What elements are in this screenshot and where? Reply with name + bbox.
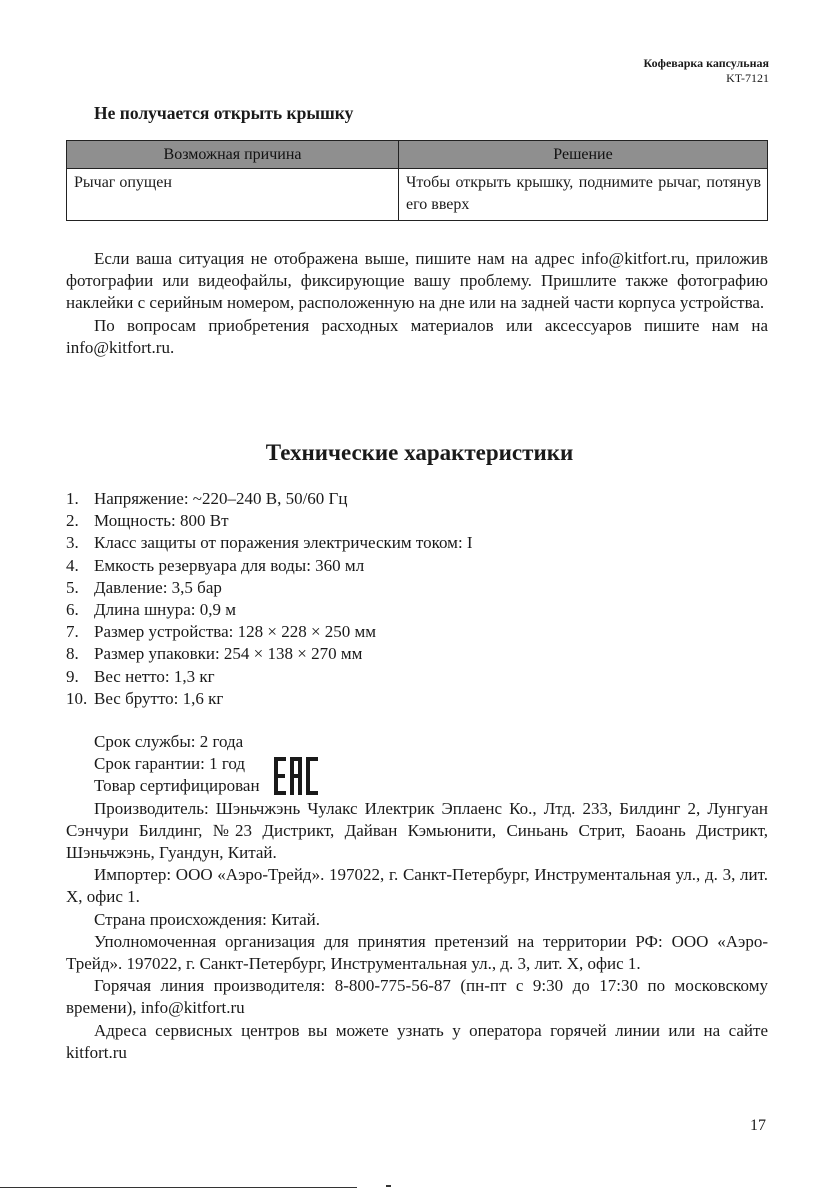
item-number: 7. <box>66 622 79 642</box>
troubleshooting-title: Не получается открыть крышку <box>94 103 354 123</box>
list-item <box>66 577 473 599</box>
footer-rule <box>0 1187 357 1188</box>
service-centers-info: Адреса сервисных центров вы можете узнать у оператора горячей линии или на сайте kitfort.ru <box>66 1020 768 1062</box>
item-text: Класс защиты от поражения электрическим током: I <box>94 533 473 553</box>
list-item <box>66 510 473 532</box>
header-model: KT-7121 <box>726 71 769 85</box>
list-item <box>66 555 473 577</box>
contact-paragraph: Если ваша ситуация не отображена выше, пишите нам на адрес info@kitfort.ru, приложив фотографии или видеофайлы, фиксирующие вашу проблему. Пришлите также фотографию наклейки с серийным номером, расположенную на дне или на задней части корпуса устройства. <box>66 249 768 313</box>
table-header-row <box>67 141 768 169</box>
list-item <box>66 643 473 665</box>
header-product: Кофеварка капсульная <box>643 56 769 70</box>
manufacturer-info: Производитель: Шэньчжэнь Чулакс Илектрик Эплаенс Ко., Лтд. 233, Билдинг 2, Лунгуан Сэнчури Билдинг, №23 Дистрикт, Дайван Кэмьюнити, Синьань Стрит, Баоань Дистрикт, Шэньчжэнь, Гуандун, Китай. <box>66 798 768 863</box>
item-text: Длина шнура: 0,9 м <box>94 600 237 620</box>
item-number: 3. <box>66 533 79 553</box>
item-text: Размер упаковки: 254 × 138 × 270 мм <box>94 644 363 664</box>
item-number: 4. <box>66 555 79 575</box>
item-text: Давление: 3,5 бар <box>94 577 222 597</box>
service-life: Срок службы: 2 года <box>94 732 244 751</box>
item-number: 5. <box>66 577 79 597</box>
list-item <box>66 599 473 621</box>
eac-icon <box>274 757 318 795</box>
list-item <box>66 666 473 688</box>
item-number: 1. <box>66 489 79 508</box>
country-of-origin: Страна происхождения: Китай. <box>94 909 321 929</box>
running-header <box>644 56 769 86</box>
list-item <box>66 532 473 554</box>
product-info-section <box>66 731 768 1064</box>
contact-section <box>66 248 768 359</box>
warranty-period: Срок гарантии: 1 год <box>94 754 246 774</box>
item-text: Размер устройства: 128 × 228 × 250 мм <box>94 622 377 642</box>
item-number: 10. <box>66 688 88 708</box>
hotline-info: Горячая линия производителя: 8-800-775-56-87 (пн-пт с 9:30 до 17:30 по московскому времени), info@kitfort.ru <box>66 976 768 1018</box>
column-header-cause: Возможная причина <box>67 141 399 169</box>
item-text: Напряжение: ~220–240 В, 50/60 Гц <box>94 489 348 508</box>
item-text: Вес нетто: 1,3 кг <box>94 666 215 686</box>
item-number: 2. <box>66 511 79 531</box>
item-number: 9. <box>66 666 79 686</box>
solution-cell: Чтобы открыть крышку, поднимите рычаг, потянув его вверх <box>399 169 768 221</box>
item-text: Емкость резервуара для воды: 360 мл <box>94 555 365 575</box>
specs-list <box>66 488 473 710</box>
item-text: Мощность: 800 Вт <box>94 511 229 531</box>
importer-info: Импортер: ООО «Аэро-Трейд». 197022, г. Санкт-Петербург, Инструментальная ул., д. 3, лит. Х, офис 1. <box>66 865 768 907</box>
item-number: 6. <box>66 600 79 620</box>
certification-line <box>66 775 768 797</box>
column-header-solution: Решение <box>399 141 768 169</box>
cause-cell: Рычаг опущен <box>67 169 399 221</box>
specs-title: Технические характеристики <box>265 440 574 465</box>
list-item <box>66 688 473 710</box>
item-number: 8. <box>66 644 79 664</box>
certified-text: Товар сертифицирован <box>94 776 260 796</box>
page-number: 17 <box>750 1117 766 1134</box>
item-text: Вес брутто: 1,6 кг <box>94 688 224 708</box>
troubleshooting-table <box>66 140 768 221</box>
authorized-organization: Уполномоченная организация для принятия претензий на территории РФ: ООО «Аэро-Трейд». 197022, г. Санкт-Петербург, Инструментальная ул., д. 3, лит. Х, офис 1. <box>66 931 768 974</box>
list-item <box>66 621 473 643</box>
accessories-paragraph: По вопросам приобретения расходных материалов или аксессуаров пишите нам на info@kitfort.ru. <box>66 315 768 357</box>
table-row <box>67 169 768 221</box>
list-item <box>66 488 473 510</box>
footer-tick <box>386 1185 391 1187</box>
